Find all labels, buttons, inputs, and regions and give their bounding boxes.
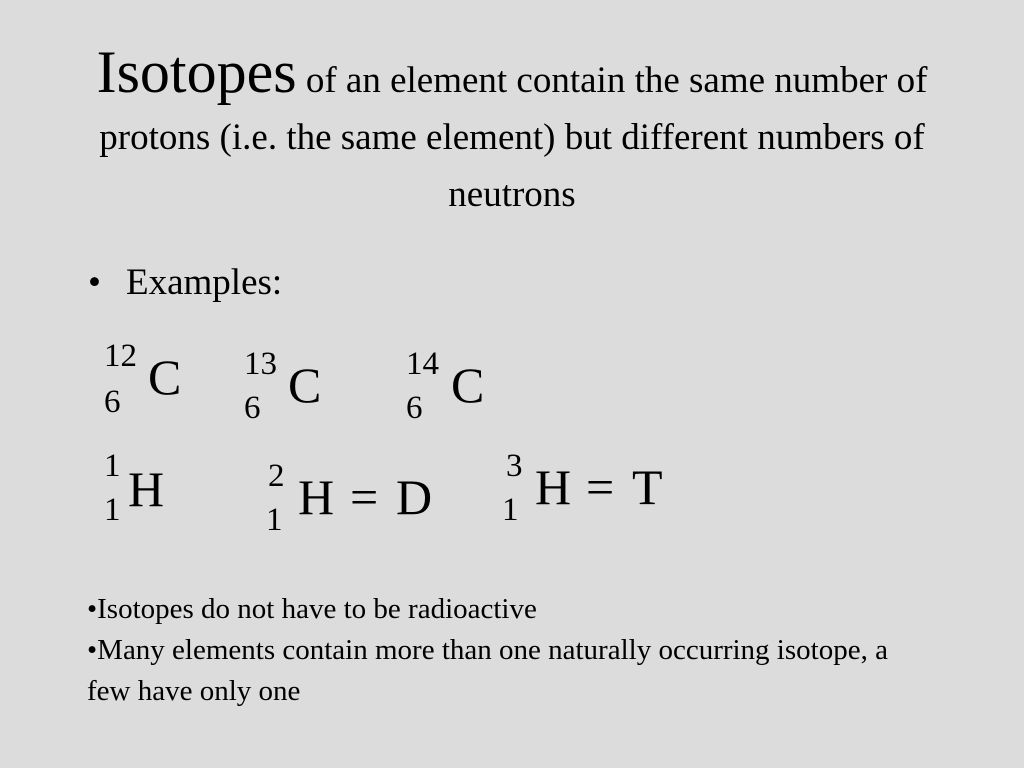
bullet-dot: •	[88, 262, 101, 303]
slide-title	[40, 39, 984, 223]
note-item: •Many elements contain more than one naturally occurring isotope, a few have only one	[87, 634, 888, 707]
element-symbol: H	[535, 459, 572, 515]
mass-number: 13	[244, 346, 277, 382]
atomic-number: 1	[502, 492, 519, 528]
note-item: •Isotopes do not have to be radioactive	[87, 593, 537, 625]
isotope-alias: T	[632, 459, 663, 515]
title-lead: Isotopes	[96, 39, 297, 105]
atomic-number: 6	[406, 390, 423, 426]
element-symbol: C	[148, 349, 182, 405]
mass-number: 12	[104, 338, 137, 374]
mass-number: 3	[506, 448, 523, 484]
element-symbol: H	[298, 469, 335, 525]
element-symbol: C	[288, 357, 322, 413]
atomic-number: 1	[104, 492, 121, 528]
atomic-number: 6	[244, 390, 261, 426]
examples-bullet	[88, 258, 282, 308]
element-symbol: H	[128, 461, 165, 517]
equals-sign: =	[350, 469, 379, 525]
atomic-number: 6	[104, 384, 121, 420]
element-symbol: C	[451, 357, 485, 413]
mass-number: 1	[104, 448, 121, 484]
mass-number: 14	[406, 346, 439, 382]
examples-label: Examples:	[126, 262, 283, 303]
equals-sign: =	[586, 459, 615, 515]
atomic-number: 1	[266, 502, 283, 538]
mass-number: 2	[268, 458, 285, 494]
title-rest: of an element contain the same number of protons (i.e. the same element) but different numbers of neutrons	[99, 60, 928, 215]
isotope-alias: D	[396, 469, 433, 525]
notes	[87, 589, 917, 712]
